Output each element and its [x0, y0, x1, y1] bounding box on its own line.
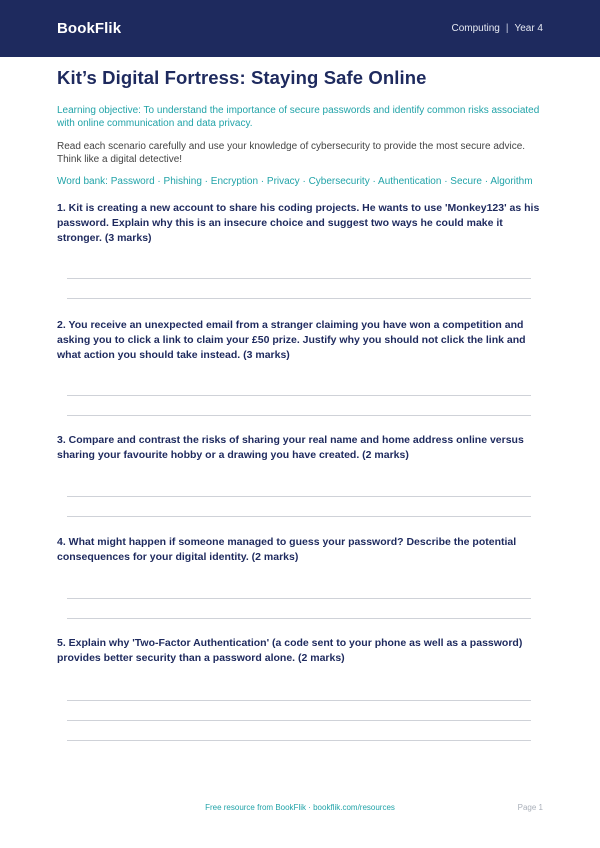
answer-line[interactable]	[67, 395, 531, 396]
answer-line[interactable]	[67, 598, 531, 599]
page-header	[0, 0, 600, 57]
answer-line[interactable]	[67, 496, 531, 497]
learning-objective: Learning objective: To understand the importance of secure passwords and identify common risks associated with online communication and data privacy.	[57, 105, 540, 129]
worksheet-content	[57, 57, 543, 664]
question-2: 2. You receive an unexpected email from a stranger claiming you have won a competition and asking you to click a link to claim your £50 prize. Justify why you should not click the link and what action you should take instead. (3 marks)	[57, 318, 543, 363]
footer-credit[interactable]: Free resource from BookFlik · bookflik.com/resources	[205, 803, 395, 812]
intro-text: Read each scenario carefully and use your knowledge of cybersecurity to provide the most secure advice. Think like a digital detective!	[57, 141, 526, 165]
answer-line[interactable]	[67, 720, 531, 721]
answer-line[interactable]	[67, 298, 531, 299]
answer-line[interactable]	[67, 740, 531, 741]
answer-line[interactable]	[67, 278, 531, 279]
page-footer	[0, 803, 600, 815]
question-1: 1. Kit is creating a new account to share his coding projects. He wants to use 'Monkey123' as his password. Explain why this is an insecure choice and suggest two ways he could make it stronger. (3 marks)	[57, 202, 540, 244]
answer-line[interactable]	[67, 516, 531, 517]
question-3: 3. Compare and contrast the risks of sharing your real name and home address online versus sharing your favourite hobby or a drawing you have created. (2 marks)	[57, 433, 543, 463]
answer-line[interactable]	[67, 415, 531, 416]
page-number: Page 1	[517, 803, 543, 812]
question-5: 5. Explain why 'Two-Factor Authentication' (a code sent to your phone as well as a password) provides better security than a password alone. (2 marks)	[57, 636, 543, 666]
header-separator: |	[505, 23, 509, 34]
page-title: Kit’s Digital Fortress: Staying Safe Online	[57, 67, 427, 88]
answer-line[interactable]	[67, 700, 531, 701]
question-4: 4. What might happen if someone managed to guess your password? Describe the potential consequences for your digital identity. (2 marks)	[57, 535, 543, 565]
header-meta	[451, 23, 543, 34]
year-label: Year 4	[514, 23, 543, 34]
brand-logo: BookFlik	[57, 20, 122, 37]
subject-label: Computing	[451, 23, 500, 34]
word-bank: Word bank: Password · Phishing · Encryption · Privacy · Cybersecurity · Authentication · Secure · Algorithm	[57, 176, 533, 187]
answer-line[interactable]	[67, 618, 531, 619]
